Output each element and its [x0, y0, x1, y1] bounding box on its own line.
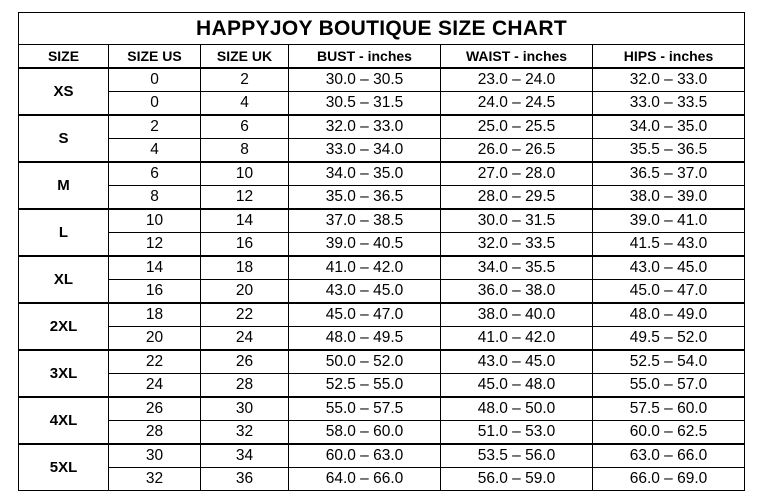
table-row	[19, 139, 745, 163]
bust-cell: 41.0 – 42.0	[289, 256, 441, 280]
size-label-cell: 5XL	[19, 444, 109, 491]
waist-cell: 23.0 – 24.0	[441, 68, 593, 92]
size-us-cell: 18	[109, 303, 201, 327]
waist-cell: 43.0 – 45.0	[441, 350, 593, 374]
column-header-row	[19, 45, 745, 69]
bust-cell: 32.0 – 33.0	[289, 115, 441, 139]
waist-cell: 28.0 – 29.5	[441, 186, 593, 210]
waist-cell: 27.0 – 28.0	[441, 162, 593, 186]
column-header-hips: HIPS - inches	[593, 45, 745, 69]
column-header-size-uk: SIZE UK	[201, 45, 289, 69]
bust-cell: 52.5 – 55.0	[289, 374, 441, 398]
size-us-cell: 0	[109, 92, 201, 116]
size-chart-container	[18, 12, 744, 491]
column-header-size-us: SIZE US	[109, 45, 201, 69]
hips-cell: 32.0 – 33.0	[593, 68, 745, 92]
size-us-cell: 6	[109, 162, 201, 186]
size-label-cell: 4XL	[19, 397, 109, 444]
hips-cell: 38.0 – 39.0	[593, 186, 745, 210]
column-header-size: SIZE	[19, 45, 109, 69]
table-row	[19, 115, 745, 139]
size-us-cell: 26	[109, 397, 201, 421]
bust-cell: 39.0 – 40.5	[289, 233, 441, 257]
chart-title: HAPPYJOY BOUTIQUE SIZE CHART	[19, 13, 745, 45]
hips-cell: 55.0 – 57.0	[593, 374, 745, 398]
waist-cell: 30.0 – 31.5	[441, 209, 593, 233]
hips-cell: 49.5 – 52.0	[593, 327, 745, 351]
size-label-cell: S	[19, 115, 109, 162]
waist-cell: 56.0 – 59.0	[441, 468, 593, 491]
size-uk-cell: 10	[201, 162, 289, 186]
size-chart-table	[18, 12, 745, 491]
size-label-cell: 2XL	[19, 303, 109, 350]
size-uk-cell: 26	[201, 350, 289, 374]
table-row	[19, 421, 745, 445]
bust-cell: 30.5 – 31.5	[289, 92, 441, 116]
hips-cell: 36.5 – 37.0	[593, 162, 745, 186]
size-uk-cell: 4	[201, 92, 289, 116]
hips-cell: 35.5 – 36.5	[593, 139, 745, 163]
size-us-cell: 10	[109, 209, 201, 233]
size-uk-cell: 16	[201, 233, 289, 257]
size-label-cell: XS	[19, 68, 109, 115]
table-row	[19, 92, 745, 116]
size-uk-cell: 34	[201, 444, 289, 468]
waist-cell: 48.0 – 50.0	[441, 397, 593, 421]
size-uk-cell: 20	[201, 280, 289, 304]
size-us-cell: 28	[109, 421, 201, 445]
waist-cell: 24.0 – 24.5	[441, 92, 593, 116]
column-header-bust: BUST - inches	[289, 45, 441, 69]
waist-cell: 36.0 – 38.0	[441, 280, 593, 304]
table-row	[19, 280, 745, 304]
bust-cell: 34.0 – 35.0	[289, 162, 441, 186]
size-chart-body	[19, 68, 745, 491]
waist-cell: 32.0 – 33.5	[441, 233, 593, 257]
bust-cell: 45.0 – 47.0	[289, 303, 441, 327]
table-row	[19, 233, 745, 257]
bust-cell: 37.0 – 38.5	[289, 209, 441, 233]
table-row	[19, 68, 745, 92]
hips-cell: 66.0 – 69.0	[593, 468, 745, 491]
size-label-cell: XL	[19, 256, 109, 303]
table-row	[19, 468, 745, 491]
column-header-waist: WAIST - inches	[441, 45, 593, 69]
hips-cell: 48.0 – 49.0	[593, 303, 745, 327]
size-us-cell: 32	[109, 468, 201, 491]
size-uk-cell: 12	[201, 186, 289, 210]
size-us-cell: 8	[109, 186, 201, 210]
waist-cell: 26.0 – 26.5	[441, 139, 593, 163]
hips-cell: 45.0 – 47.0	[593, 280, 745, 304]
table-row	[19, 209, 745, 233]
size-label-cell: M	[19, 162, 109, 209]
hips-cell: 43.0 – 45.0	[593, 256, 745, 280]
hips-cell: 41.5 – 43.0	[593, 233, 745, 257]
waist-cell: 25.0 – 25.5	[441, 115, 593, 139]
bust-cell: 58.0 – 60.0	[289, 421, 441, 445]
size-label-cell: 3XL	[19, 350, 109, 397]
size-us-cell: 22	[109, 350, 201, 374]
table-row	[19, 186, 745, 210]
bust-cell: 43.0 – 45.0	[289, 280, 441, 304]
hips-cell: 52.5 – 54.0	[593, 350, 745, 374]
size-us-cell: 16	[109, 280, 201, 304]
waist-cell: 53.5 – 56.0	[441, 444, 593, 468]
bust-cell: 60.0 – 63.0	[289, 444, 441, 468]
hips-cell: 39.0 – 41.0	[593, 209, 745, 233]
size-uk-cell: 14	[201, 209, 289, 233]
size-uk-cell: 24	[201, 327, 289, 351]
bust-cell: 33.0 – 34.0	[289, 139, 441, 163]
bust-cell: 35.0 – 36.5	[289, 186, 441, 210]
table-row	[19, 397, 745, 421]
size-us-cell: 4	[109, 139, 201, 163]
waist-cell: 34.0 – 35.5	[441, 256, 593, 280]
size-uk-cell: 8	[201, 139, 289, 163]
hips-cell: 63.0 – 66.0	[593, 444, 745, 468]
waist-cell: 51.0 – 53.0	[441, 421, 593, 445]
waist-cell: 41.0 – 42.0	[441, 327, 593, 351]
table-row	[19, 256, 745, 280]
hips-cell: 60.0 – 62.5	[593, 421, 745, 445]
bust-cell: 30.0 – 30.5	[289, 68, 441, 92]
size-uk-cell: 22	[201, 303, 289, 327]
bust-cell: 64.0 – 66.0	[289, 468, 441, 491]
size-us-cell: 24	[109, 374, 201, 398]
size-us-cell: 0	[109, 68, 201, 92]
hips-cell: 33.0 – 33.5	[593, 92, 745, 116]
bust-cell: 48.0 – 49.5	[289, 327, 441, 351]
table-row	[19, 374, 745, 398]
size-us-cell: 20	[109, 327, 201, 351]
bust-cell: 55.0 – 57.5	[289, 397, 441, 421]
size-uk-cell: 32	[201, 421, 289, 445]
size-us-cell: 30	[109, 444, 201, 468]
size-label-cell: L	[19, 209, 109, 256]
size-uk-cell: 18	[201, 256, 289, 280]
table-row	[19, 327, 745, 351]
bust-cell: 50.0 – 52.0	[289, 350, 441, 374]
waist-cell: 45.0 – 48.0	[441, 374, 593, 398]
size-us-cell: 2	[109, 115, 201, 139]
hips-cell: 57.5 – 60.0	[593, 397, 745, 421]
size-uk-cell: 28	[201, 374, 289, 398]
size-uk-cell: 6	[201, 115, 289, 139]
table-row	[19, 303, 745, 327]
size-uk-cell: 2	[201, 68, 289, 92]
size-us-cell: 12	[109, 233, 201, 257]
table-row	[19, 444, 745, 468]
size-us-cell: 14	[109, 256, 201, 280]
size-uk-cell: 36	[201, 468, 289, 491]
waist-cell: 38.0 – 40.0	[441, 303, 593, 327]
table-row	[19, 350, 745, 374]
hips-cell: 34.0 – 35.0	[593, 115, 745, 139]
size-uk-cell: 30	[201, 397, 289, 421]
table-row	[19, 162, 745, 186]
